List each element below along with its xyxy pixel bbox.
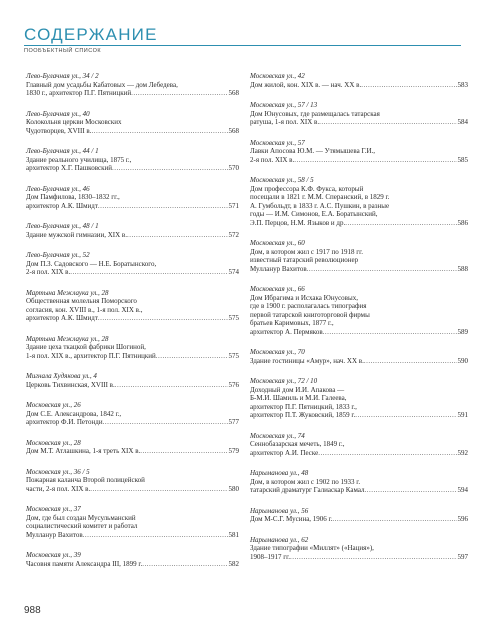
entry-page-number[interactable]: 586: [457, 218, 468, 227]
entry-description-line: Дом, где был создан Мусульманский: [26, 513, 136, 522]
entry-description-line: Главный дом усадьбы Кабатовых — дом Лебедева,: [26, 80, 178, 89]
entry-description-line: согласия, кон. XVIII в., 1-я пол. XIX в.,: [26, 305, 143, 314]
entry-last-line: [250, 357, 468, 366]
entry-last-line: [250, 486, 468, 495]
entry-page-number[interactable]: 582: [228, 559, 239, 568]
entry-page-number[interactable]: 576: [228, 380, 239, 389]
entry-last-line: [250, 265, 468, 274]
entry-description-line: Здание мужской гимназии, XIX в.: [26, 230, 127, 239]
entry-description-line: 1-я пол. XIX в., архитектор П.Г. Пятницкий: [26, 351, 156, 360]
entry-last-line: [26, 352, 239, 361]
toc-entry[interactable]: [26, 185, 239, 211]
entry-description-line: 2-я пол. XIX в.: [250, 155, 295, 164]
section-title: СОДЕРЖАНИЕ: [24, 25, 158, 44]
entry-last-line: [250, 219, 468, 228]
entry-page-number[interactable]: 572: [228, 230, 239, 239]
entry-street: Мартына Межлаука ул., 28: [26, 334, 109, 343]
dot-leader: [294, 156, 456, 165]
entry-description-line: архитектор А. Пермяков: [250, 327, 323, 336]
entry-description-line: Дом П.З. Садовского — Н.Е. Боратынского,: [26, 259, 157, 268]
entry-page-number[interactable]: 584: [457, 118, 468, 126]
entry-street: Московская ул., 26: [26, 401, 81, 409]
entry-street: Московская ул., 70: [250, 348, 305, 356]
entry-last-line: [26, 231, 239, 240]
header-divider: [24, 45, 461, 46]
entry-description-line: архитектор Х.Г. Пашковский: [26, 164, 112, 172]
entry-street: Лево-Булачная ул., 40: [26, 109, 90, 118]
dot-leader: [355, 411, 456, 420]
entry-last-line: [26, 381, 239, 390]
entry-description-line: Здание цеха ткацкой фабрики Шогиной,: [26, 343, 146, 351]
entry-last-line: [26, 418, 239, 427]
toc-entry[interactable]: [26, 72, 239, 98]
entry-description-line: братьев Каримовых, 1877 г.,: [250, 319, 334, 327]
entry-description-line: архитектор А.К. Шмидт: [26, 314, 98, 322]
entry-page-number[interactable]: 575: [228, 314, 239, 322]
entry-description-line: Муллануp Вахитов: [26, 530, 83, 539]
right-column: [250, 72, 468, 573]
entry-street: Лево-Булачная ул., 34 / 2: [26, 72, 99, 80]
dot-leader: [127, 231, 228, 240]
left-column: [26, 72, 239, 580]
entry-street: Лево-Булачная ул., 48 / 1: [26, 222, 99, 230]
entry-page-number[interactable]: 568: [228, 89, 239, 97]
dot-leader: [131, 89, 227, 98]
toc-entry[interactable]: [26, 551, 239, 568]
entry-page-number[interactable]: 571: [228, 201, 239, 210]
entry-street: Московская ул., 36 / 5: [26, 467, 90, 476]
entry-description-line: архитектор Ф.И. Петонди: [26, 418, 103, 426]
entry-description-line: Дом М.Т. Атлашкина, 1-я треть XIX в.: [26, 447, 141, 455]
entry-page-number[interactable]: 577: [228, 418, 239, 426]
toc-entry[interactable]: [250, 72, 468, 89]
dot-leader: [364, 357, 457, 366]
entry-description-line: Дом, в котором жил с 1917 по 1918 гг.: [250, 247, 363, 256]
dot-leader: [361, 81, 456, 90]
dot-leader: [91, 127, 227, 136]
entry-description-line: архитектор А.К. Шмидт: [26, 201, 98, 210]
toc-entry[interactable]: [250, 377, 468, 420]
entry-page-number[interactable]: 579: [228, 447, 239, 455]
entry-description-line: Чудотворцев, XVIII в.: [26, 126, 92, 135]
entry-last-line: [250, 449, 468, 458]
entry-description-line: Дом Юнусовых, где размещалась татарская: [250, 109, 380, 118]
dot-leader: [365, 486, 457, 495]
toc-entry[interactable]: [26, 251, 239, 277]
dot-leader: [90, 485, 227, 494]
entry-description-line: А. Гумбольдт, в 1833 г. А.С. Пушкин, в разные: [250, 201, 390, 210]
dot-leader: [103, 418, 228, 427]
entry-description-line: Сеннобазарская мечеть, 1849 г.,: [250, 440, 345, 448]
entry-last-line: [26, 268, 239, 277]
entry-last-line: [26, 485, 239, 494]
entry-description-line: Доходный дом И.И. Апакова —: [250, 385, 345, 394]
entry-description-line: известный татарский революционер: [250, 256, 359, 264]
entry-last-line: [26, 314, 239, 323]
dot-leader: [98, 202, 228, 211]
entry-last-line: [26, 560, 239, 569]
toc-entry[interactable]: [250, 348, 468, 365]
entry-street: Московская ул., 72 / 10: [250, 377, 318, 385]
toc-entry[interactable]: [26, 439, 239, 456]
entry-description-line: Лавки Апосова Ю.М. — Утямышева Г.И.,: [250, 147, 376, 155]
dot-leader: [140, 447, 227, 456]
entry-street: Московская ул., 58 / 5: [250, 176, 314, 184]
entry-page-number[interactable]: 591: [457, 411, 468, 419]
entry-last-line: [26, 531, 239, 540]
entry-description-line: где в 1900 г. располагалась типография: [250, 302, 367, 310]
toc-entry[interactable]: [250, 239, 468, 273]
toc-entry[interactable]: [250, 507, 468, 524]
dot-leader: [345, 219, 456, 228]
entry-street: Московская ул., 37: [26, 505, 81, 513]
dot-leader: [70, 268, 227, 277]
entry-description-line: посещали в 1821 г. М.М. Сперанский, в 1829 г.: [250, 193, 390, 201]
toc-entry[interactable]: [250, 101, 468, 127]
dot-leader: [83, 531, 228, 540]
entry-description-line: социалистический комитет и работал: [26, 522, 138, 530]
entry-description-line: Дом профессора К.Ф. Фукса, который: [250, 184, 364, 193]
dot-leader: [332, 515, 456, 524]
toc-entry[interactable]: [250, 536, 468, 562]
entry-street: Лево-Булачная ул., 46: [26, 184, 90, 193]
entry-page-number[interactable]: 580: [228, 484, 239, 493]
dot-leader: [323, 328, 457, 337]
entry-description-line: Общественная молельня Поморского: [26, 297, 137, 305]
toc-entry[interactable]: [26, 110, 239, 136]
entry-description-line: Дом С.Е. Александрова, 1842 г.,: [26, 409, 122, 418]
toc-entry[interactable]: [26, 147, 239, 173]
entry-description-line: Дом Ибрагима и Исхака Юнусовых,: [250, 293, 358, 302]
section-subtitle: ПООБЪЕКТНЫЙ СПИСОК: [24, 48, 102, 54]
entry-description-line: первой татарской книготорговой фирмы: [250, 310, 370, 319]
toc-entry[interactable]: [26, 335, 239, 361]
entry-description-line: годы — И.М. Симонов, Е.А. Боратынский,: [250, 210, 378, 218]
toc-entry[interactable]: [250, 285, 468, 336]
entry-description-line: 1830 г., архитектор П.Г. Пятницкий: [26, 89, 132, 97]
entry-street: Лево-Булачная ул., 52: [26, 251, 90, 259]
entry-street: Московская ул., 28: [26, 438, 81, 447]
entry-description-line: Дом, в котором жил с 1902 по 1933 г.: [250, 477, 361, 486]
toc-entry[interactable]: [26, 289, 239, 323]
entry-last-line: [26, 89, 239, 98]
entry-page-number[interactable]: 583: [457, 80, 468, 89]
page-number: 988: [24, 605, 41, 616]
dot-leader: [112, 164, 228, 173]
entry-street: Нарыманова ул., 56: [250, 506, 309, 515]
entry-street: Мигнала Худякова ул., 4: [26, 372, 97, 380]
entry-last-line: [250, 156, 468, 165]
entry-description-line: Дом М-С.Г. Мусина, 1906 г.: [250, 515, 333, 523]
entry-street: Московская ул., 60: [250, 239, 305, 247]
entry-last-line: [250, 328, 468, 337]
entry-description-line: части, 2-я пол. XIX в.: [26, 484, 91, 493]
entry-description-line: архитектор П.Г. Пятницкий, 1833 г.,: [250, 402, 357, 411]
toc-entry[interactable]: [250, 176, 468, 227]
entry-last-line: [26, 127, 239, 136]
entry-description-line: 1908–1917 гг.: [250, 552, 290, 561]
dot-leader: [318, 449, 456, 458]
entry-description-line: Б-М.И. Шамиль и М.И. Галеева,: [250, 394, 347, 402]
entry-page-number[interactable]: 575: [228, 351, 239, 360]
dot-leader: [290, 553, 457, 562]
dot-leader: [319, 118, 456, 127]
toc-entry[interactable]: [250, 469, 468, 495]
entry-street: Нарыманова ул., 62: [250, 535, 309, 544]
entry-street: Московская ул., 39: [26, 551, 81, 559]
entry-description-line: архитектор А.И. Песке: [250, 448, 319, 457]
entry-street: Мартына Межлаука ул., 28: [26, 288, 109, 297]
entry-last-line: [250, 515, 468, 524]
entry-street: Московская ул., 74: [250, 431, 305, 440]
entry-page-number[interactable]: 592: [457, 448, 468, 457]
entry-street: Московская ул., 57: [250, 138, 305, 147]
entry-street: Московская ул., 42: [250, 72, 305, 80]
entry-last-line: [250, 118, 468, 127]
dot-leader: [142, 560, 227, 569]
entry-description-line: Церковь Тихвинская, XVIII в.: [26, 380, 115, 389]
entry-last-line: [250, 553, 468, 562]
entry-last-line: [26, 164, 239, 173]
entry-page-number[interactable]: 585: [457, 155, 468, 164]
dot-leader: [115, 381, 228, 390]
entry-street: Московская ул., 66: [250, 285, 305, 293]
entry-page-number[interactable]: 574: [228, 268, 239, 276]
entry-page-number[interactable]: 589: [457, 327, 468, 336]
entry-street: Московская ул., 57 / 13: [250, 101, 318, 109]
page-header: [24, 26, 461, 54]
entry-last-line: [250, 411, 468, 420]
entry-description-line: Здание реального училища, 1875 г.,: [26, 155, 132, 164]
entry-description-line: Э.П. Перцов, Н.М. Языков и др.: [250, 218, 346, 227]
entry-street: Лево-Булачная ул., 44 / 1: [26, 147, 99, 155]
entry-page-number[interactable]: 590: [457, 356, 468, 365]
entry-page-number[interactable]: 597: [457, 552, 468, 561]
entry-description-line: ратуша, 1-я пол. XIX в.: [250, 118, 320, 126]
toc-entry[interactable]: [26, 505, 239, 539]
entry-description-line: Мулланур Вахитов: [250, 264, 307, 273]
toc-entry[interactable]: [26, 372, 239, 389]
entry-description-line: архитектор П.Т. Жуковский, 1859 г.: [250, 411, 356, 419]
entry-description-line: Колокольня церкви Московских: [26, 118, 122, 126]
toc-entry[interactable]: [250, 432, 468, 458]
dot-leader: [307, 265, 457, 274]
entry-description-line: Пожарная каланча Второй полицейской: [26, 476, 145, 484]
entry-last-line: [26, 202, 239, 211]
entry-last-line: [26, 447, 239, 456]
entry-last-line: [250, 81, 468, 90]
entry-page-number[interactable]: 581: [228, 530, 239, 539]
entry-description-line: татарский драматург Галиаскар Камал: [250, 486, 365, 494]
entry-description-line: Дом Памфилова, 1830–1832 гг.,: [26, 193, 120, 201]
entry-page-number[interactable]: 594: [457, 486, 468, 494]
toc-entry[interactable]: [250, 139, 468, 165]
entry-page-number[interactable]: 596: [457, 515, 468, 523]
dot-leader: [98, 314, 228, 323]
entry-description-line: Дом жилой, кон. XIX в. — нач. XX в.: [250, 80, 362, 89]
dot-leader: [156, 352, 228, 361]
entry-description-line: 2-я пол. XIX в.: [26, 268, 71, 276]
entry-description-line: Здание гостиницы «Амур», нач. XX в.: [250, 356, 364, 365]
entry-description-line: Здание типографии «Миллят» («Нация»),: [250, 544, 374, 552]
entry-page-number[interactable]: 568: [228, 126, 239, 135]
entry-page-number[interactable]: 588: [457, 264, 468, 273]
toc-entry[interactable]: [26, 401, 239, 427]
entry-description-line: Часовня памяти Александра III, 1899 г.: [26, 559, 143, 568]
entry-street: Нарыманова ул., 48: [250, 469, 309, 477]
toc-entry[interactable]: [26, 468, 239, 494]
entry-page-number[interactable]: 570: [228, 164, 239, 172]
toc-entry[interactable]: [26, 222, 239, 239]
